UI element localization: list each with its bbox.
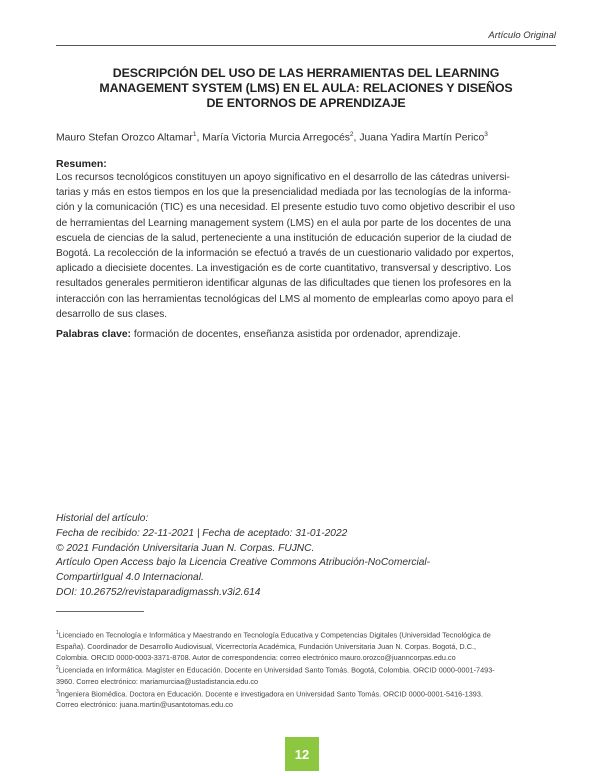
- abstract-line: ción y la comunicación (TIC) es una necesidad. El presente estudio tuvo como objetivo describir el uso: [56, 202, 515, 214]
- abstract-line: aplicado a diecisiete docentes. La investigación es de corte cuantitativo, transversal y descriptivo. Los: [56, 263, 512, 275]
- author-affiliation-mark[interactable]: 3: [484, 131, 488, 138]
- footnotes: [56, 628, 560, 711]
- title-line: DESCRIPCIÓN DEL USO DE LAS HERRAMIENTAS DEL LEARNING: [112, 66, 500, 80]
- keywords: [56, 329, 560, 340]
- keywords-label: Palabras clave:: [56, 329, 131, 340]
- copyright-notice: © 2021 Fundación Universitaria Juan N. Corpas. FUJNC.: [56, 542, 315, 554]
- author-affiliation-mark[interactable]: 1: [192, 131, 197, 138]
- article-history: [56, 512, 430, 601]
- license-text: Artículo Open Access bajo la Licencia Creative Commons Atribución-NoComercial-: [56, 557, 431, 569]
- footnote-line: 3960. Correo electrónico: mariamurciaa@ustadistancia.edu.co: [56, 676, 259, 686]
- keywords-text: formación de docentes, enseñanza asistida por ordenador, aprendizaje.: [131, 329, 461, 340]
- author-name: Juana Yadira Martín Perico: [359, 132, 485, 144]
- footnote-divider: [56, 611, 144, 612]
- page-number: 12: [285, 737, 319, 771]
- footnote-line: España). Coordinador de Desarrollo Audiovisual, Vicerrectoría Académica, Fundación Universitaria Juan N. Corpas. Bogotá, D.C.,: [56, 641, 477, 651]
- abstract-line: resultados generales permitieron identificar algunas de las dificultades que tienen los profesores en la: [56, 278, 512, 290]
- abstract-line: de herramientas del Learning management system (LMS) en el aula por parte de los docentes de una: [56, 217, 512, 229]
- footnote-mark: 1: [56, 630, 59, 636]
- footnote-line: Correo electrónico: juana.martin@usantotomas.edu.co: [56, 700, 233, 710]
- abstract-line: Los recursos tecnológicos constituyen un apoyo significativo en el desarrollo de las cátedras universi-: [56, 172, 510, 183]
- footnote-line: $^3$Ingeniera Biomédica. Doctora en Educación. Docente e investigadora en Universidad Santo Tomás. ORCID 0000-0001-5416-1393.: [56, 688, 483, 699]
- author-name: Mauro Stefan Orozco Altamar: [56, 132, 193, 144]
- abstract-line: escuela de ciencias de la salud, perteneciente a una institución de educación superior de la ciudad de: [56, 232, 512, 244]
- title-line: DE ENTORNOS DE APRENDIZAJE: [206, 96, 406, 110]
- abstract-line: tarias y más en estos tiempos en los que la presencialidad mediada por las tecnologías de la informa-: [56, 187, 512, 199]
- article-title: [56, 66, 556, 111]
- footnote-mark: 2: [56, 665, 59, 672]
- author-list: Mauro Stefan Orozco Altamar$^1$, María Victoria Murcia Arregocés$^2$, Juana Yadira Martín Perico$^3$: [56, 131, 488, 144]
- abstract-line: desarrollo de sus clases.: [56, 308, 168, 320]
- license-text: CompartirIgual 4.0 Internacional.: [56, 572, 204, 584]
- author-affiliation-mark[interactable]: 2: [349, 131, 354, 138]
- footnote-mark: 3: [56, 688, 59, 695]
- author-name: María Victoria Murcia Arregocés: [202, 132, 350, 144]
- doi-link[interactable]: DOI: 10.26752/revistaparadigmassh.v3i2.614: [56, 586, 261, 598]
- abstract-body: [56, 170, 556, 322]
- footnote-line: $^2$Licenciada en Informática. Magíster en Educación. Docente en Universidad Santo Tomás. Bogotá, Colombia. ORCID 0000-0001-7493-: [56, 665, 495, 675]
- header-divider: [56, 45, 556, 46]
- abstract-heading: Resumen:: [56, 158, 107, 170]
- history-dates: Fecha de recibido: 22-11-2021 | Fecha de aceptado: 31-01-2022: [56, 527, 348, 539]
- abstract-line: Bogotá. La recolección de la información se efectuó a través de un cuestionario validado por expertos,: [56, 248, 514, 260]
- abstract-line: interacción con las herramientas tecnológicas del LMS al momento de emplearlas como apoyo para el: [56, 293, 514, 305]
- title-line: MANAGEMENT SYSTEM (LMS) EN EL AULA: RELACIONES Y DISEÑOS: [99, 81, 513, 95]
- footnote-line: Colombia. ORCID 0000-0003-3371-8708. Autor de correspondencia: correo electrónico mauro.orozco@juanncorpas.edu.co: [56, 652, 456, 662]
- section-label: Artículo Original: [488, 30, 556, 41]
- history-heading: Historial del artículo:: [56, 513, 149, 524]
- footnote-line: $^1$Licenciado en Tecnología e Informática y Maestrando en Tecnología Educativa y Competencias Digitales (Universidad Tecnológica de: [56, 630, 491, 640]
